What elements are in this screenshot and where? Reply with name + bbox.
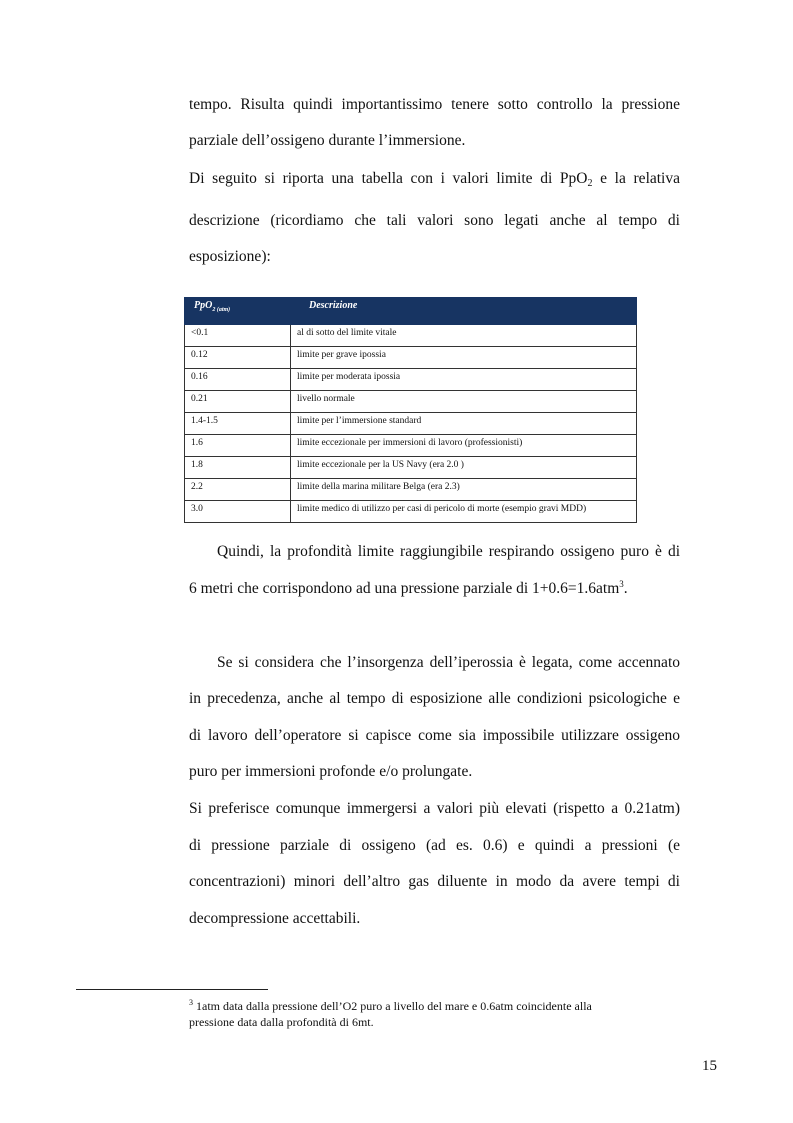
- ppo2-description: limite medico di utilizzo per casi di pericolo di morte (esempio gravi MDD): [291, 501, 637, 523]
- body-line: in precedenza, anche al tempo di esposizione alle condizioni psicologiche e: [189, 690, 680, 707]
- table-row: [185, 391, 637, 413]
- ppo2-value: 3.0: [185, 501, 291, 523]
- body-line: Si preferisce comunque immergersi a valori più elevati (rispetto a 0.21atm): [189, 800, 680, 817]
- table-row: [185, 369, 637, 391]
- ppo2-value: 2.2: [185, 479, 291, 501]
- table-intro-line: Di seguito si riporta una tabella con i valori limite di PpO$_2$ e la relativa: [189, 170, 680, 189]
- table-row: [185, 479, 637, 501]
- body-line: Se si considera che l’insorgenza dell’iperossia è legata, come accennato: [217, 654, 680, 671]
- table-intro-line: esposizione):: [189, 248, 271, 265]
- ppo2-value: 0.16: [185, 369, 291, 391]
- page-number: 15: [702, 1058, 717, 1074]
- ppo2-description: limite per l’immersione standard: [291, 413, 637, 435]
- header-ppo2: PpO$_{2 (atm)}$: [185, 298, 291, 325]
- header-descrizione: Descrizione: [291, 298, 637, 325]
- footnote-ref: 3: [619, 579, 624, 589]
- ppo2-description: al di sotto del limite vitale: [291, 325, 637, 347]
- ppo2-value: 1.4-1.5: [185, 413, 291, 435]
- ppo2-description: limite eccezionale per la US Navy (era 2.0 ): [291, 457, 637, 479]
- body-line: di pressione parziale di ossigeno (ad es. 0.6) e quindi a pressioni (e: [189, 837, 680, 854]
- table-row: [185, 347, 637, 369]
- table-row: [185, 325, 637, 347]
- ppo2-limits-table: [184, 297, 637, 523]
- body-line: tempo. Risulta quindi importantissimo tenere sotto controllo la pressione: [189, 96, 680, 113]
- table-row: [185, 435, 637, 457]
- ppo2-value: 1.8: [185, 457, 291, 479]
- table-intro-line: descrizione (ricordiamo che tali valori sono legati anche al tempo di: [189, 212, 680, 229]
- ppo2-description: limite per grave ipossia: [291, 347, 637, 369]
- table-header-row: [185, 298, 637, 325]
- body-line: Quindi, la profondità limite raggiungibile respirando ossigeno puro è di: [217, 543, 680, 560]
- table-row: [185, 501, 637, 523]
- ppo2-value: 0.21: [185, 391, 291, 413]
- body-line: parziale dell’ossigeno durante l’immersione.: [189, 132, 466, 149]
- footnote-line: pressione data dalla profondità di 6mt.: [189, 1015, 374, 1029]
- ppo2-value: 0.12: [185, 347, 291, 369]
- table-row: [185, 457, 637, 479]
- footnote: $^3$ 1atm data dalla pressione dell’O2 puro a livello del mare e 0.6atm coincidente alla: [189, 998, 592, 1013]
- footnote-divider: [76, 989, 268, 990]
- ppo2-value: 1.6: [185, 435, 291, 457]
- ppo2-description: limite eccezionale per immersioni di lavoro (professionisti): [291, 435, 637, 457]
- ppo2-description: limite della marina militare Belga (era 2.3): [291, 479, 637, 501]
- body-line: puro per immersioni profonde e/o prolungate.: [189, 763, 473, 780]
- ppo2-description: livello normale: [291, 391, 637, 413]
- body-line: decompressione accettabili.: [189, 910, 361, 927]
- ppo2-value: <0.1: [185, 325, 291, 347]
- body-line: 6 metri che corrispondono ad una pressione parziale di 1+0.6=1.6atm$^3$.: [189, 579, 628, 597]
- ppo2-description: limite per moderata ipossia: [291, 369, 637, 391]
- table-row: [185, 413, 637, 435]
- body-line: di lavoro dell’operatore si capisce come sia impossibile utilizzare ossigeno: [189, 727, 680, 744]
- body-line: concentrazioni) minori dell’altro gas diluente in modo da avere tempi di: [189, 873, 680, 890]
